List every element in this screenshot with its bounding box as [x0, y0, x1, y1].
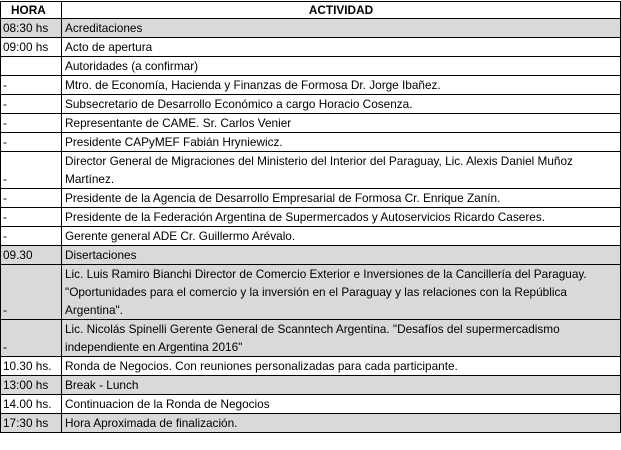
schedule-row	[1, 133, 621, 152]
activity-cell: Acreditaciones	[62, 19, 621, 38]
schedule-row	[1, 57, 621, 76]
activity-cell: Presidente CAPyMEF Fabián Hryniewicz.	[62, 133, 621, 152]
activity-cell: Disertaciones	[62, 246, 621, 265]
time-cell	[1, 57, 62, 76]
activity-cell: Break - Lunch	[62, 376, 621, 395]
activity-cell: Acto de apertura	[62, 38, 621, 57]
time-cell: 09:00 hs	[1, 38, 62, 57]
activity-cell: Lic. Luis Ramiro Bianchi Director de Comercio Exterior e Inversiones de la Cancillería del Paraguay. "Oportunidades para el comercio y la inversión en el Paraguay y las relaciones con la República Argentina".	[62, 265, 621, 320]
schedule-row	[1, 227, 621, 246]
schedule-row	[1, 95, 621, 114]
schedule-row	[1, 38, 621, 57]
activity-cell: Autoridades (a confirmar)	[62, 57, 621, 76]
time-cell: -	[1, 189, 62, 208]
activity-cell: Subsecretario de Desarrollo Económico a cargo Horacio Cosenza.	[62, 95, 621, 114]
time-cell: -	[1, 227, 62, 246]
schedule-row	[1, 114, 621, 133]
schedule-row	[1, 246, 621, 265]
time-cell: 10.30 hs.	[1, 357, 62, 376]
time-cell: 14.00 hs.	[1, 395, 62, 414]
time-cell: -	[1, 76, 62, 95]
time-cell: -	[1, 95, 62, 114]
time-cell: 08:30 hs	[1, 19, 62, 38]
schedule-row	[1, 414, 621, 433]
activity-cell: Director General de Migraciones del Ministerio del Interior del Paraguay, Lic. Alexis Daniel Muñoz Martínez.	[62, 152, 621, 189]
time-cell: 13:00 hs	[1, 376, 62, 395]
header-actividad: ACTIVIDAD	[62, 2, 621, 19]
schedule-row	[1, 357, 621, 376]
time-cell: -	[1, 152, 62, 189]
schedule-row	[1, 208, 621, 227]
time-cell: -	[1, 133, 62, 152]
activity-cell: Presidente de la Agencia de Desarrollo Empresarial de Formosa Cr. Enrique Zanín.	[62, 189, 621, 208]
time-cell: -	[1, 114, 62, 133]
header-hora: HORA	[1, 2, 62, 19]
time-cell: 17:30 hs	[1, 414, 62, 433]
time-cell: -	[1, 265, 62, 320]
schedule-table	[0, 1, 621, 433]
schedule-row	[1, 152, 621, 189]
time-cell: 09.30	[1, 246, 62, 265]
schedule-row	[1, 189, 621, 208]
time-cell: -	[1, 208, 62, 227]
schedule-row	[1, 265, 621, 320]
schedule-row	[1, 376, 621, 395]
activity-cell: Gerente general ADE Cr. Guillermo Arévalo.	[62, 227, 621, 246]
header-row	[1, 2, 621, 19]
activity-cell: Ronda de Negocios. Con reuniones personalizadas para cada participante.	[62, 357, 621, 376]
schedule-row	[1, 320, 621, 357]
schedule-body	[1, 19, 621, 433]
schedule-row	[1, 395, 621, 414]
activity-cell: Mtro. de Economía, Hacienda y Finanzas de Formosa Dr. Jorge Ibañez.	[62, 76, 621, 95]
activity-cell: Lic. Nicolás Spinelli Gerente General de Scanntech Argentina. "Desafíos del supermercadismo independiente en Argentina 2016"	[62, 320, 621, 357]
activity-cell: Presidente de la Federación Argentina de Supermercados y Autoservicios Ricardo Caseres.	[62, 208, 621, 227]
schedule-row	[1, 19, 621, 38]
activity-cell: Representante de CAME. Sr. Carlos Venier	[62, 114, 621, 133]
schedule-row	[1, 76, 621, 95]
activity-cell: Continuacion de la Ronda de Negocios	[62, 395, 621, 414]
activity-cell: Hora Aproximada de finalización.	[62, 414, 621, 433]
time-cell: -	[1, 320, 62, 357]
